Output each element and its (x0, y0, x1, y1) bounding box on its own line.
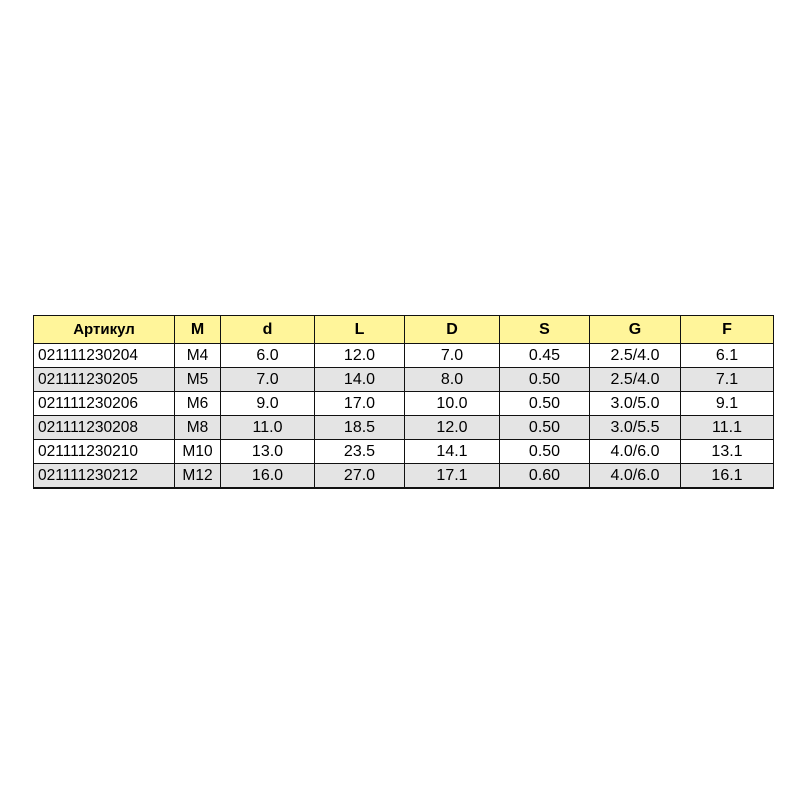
column-header-m: M (175, 316, 221, 344)
value-cell-d: 7.0 (221, 368, 315, 392)
article-cell: 021111230208 (34, 416, 175, 440)
header-row (34, 316, 774, 344)
thread-size-cell: M8 (175, 416, 221, 440)
value-cell-f: 16.1 (681, 464, 774, 489)
value-cell-l: 14.0 (315, 368, 405, 392)
column-header-l: L (315, 316, 405, 344)
column-header-g: G (590, 316, 681, 344)
value-cell-f: 11.1 (681, 416, 774, 440)
value-cell-l: 12.0 (315, 344, 405, 368)
value-cell-s: 0.50 (500, 392, 590, 416)
column-header-d-small: d (221, 316, 315, 344)
article-cell: 021111230212 (34, 464, 175, 489)
value-cell-g: 2.5/4.0 (590, 368, 681, 392)
column-header-article: Артикул (34, 316, 175, 344)
value-cell-d: 16.0 (221, 464, 315, 489)
value-cell-s: 0.50 (500, 440, 590, 464)
table-row (34, 344, 774, 368)
value-cell-d: 13.0 (221, 440, 315, 464)
value-cell-g: 4.0/6.0 (590, 440, 681, 464)
value-cell-D: 10.0 (405, 392, 500, 416)
table-row (34, 440, 774, 464)
value-cell-l: 18.5 (315, 416, 405, 440)
value-cell-g: 3.0/5.5 (590, 416, 681, 440)
value-cell-f: 9.1 (681, 392, 774, 416)
column-header-f: F (681, 316, 774, 344)
value-cell-l: 27.0 (315, 464, 405, 489)
value-cell-d: 9.0 (221, 392, 315, 416)
thread-size-cell: M10 (175, 440, 221, 464)
value-cell-f: 13.1 (681, 440, 774, 464)
spec-table (33, 315, 774, 489)
table-row (34, 368, 774, 392)
value-cell-s: 0.50 (500, 416, 590, 440)
value-cell-d: 11.0 (221, 416, 315, 440)
value-cell-s: 0.50 (500, 368, 590, 392)
value-cell-D: 12.0 (405, 416, 500, 440)
value-cell-l: 17.0 (315, 392, 405, 416)
article-cell: 021111230210 (34, 440, 175, 464)
value-cell-l: 23.5 (315, 440, 405, 464)
value-cell-s: 0.45 (500, 344, 590, 368)
table-row (34, 392, 774, 416)
thread-size-cell: M5 (175, 368, 221, 392)
thread-size-cell: M12 (175, 464, 221, 489)
thread-size-cell: M4 (175, 344, 221, 368)
value-cell-d: 6.0 (221, 344, 315, 368)
value-cell-g: 2.5/4.0 (590, 344, 681, 368)
value-cell-s: 0.60 (500, 464, 590, 489)
value-cell-g: 4.0/6.0 (590, 464, 681, 489)
value-cell-D: 8.0 (405, 368, 500, 392)
table-row (34, 416, 774, 440)
column-header-s: S (500, 316, 590, 344)
article-cell: 021111230204 (34, 344, 175, 368)
table-row (34, 464, 774, 489)
thread-size-cell: M6 (175, 392, 221, 416)
value-cell-g: 3.0/5.0 (590, 392, 681, 416)
article-cell: 021111230206 (34, 392, 175, 416)
column-header-d-large: D (405, 316, 500, 344)
value-cell-f: 7.1 (681, 368, 774, 392)
value-cell-D: 14.1 (405, 440, 500, 464)
value-cell-D: 17.1 (405, 464, 500, 489)
article-cell: 021111230205 (34, 368, 175, 392)
value-cell-D: 7.0 (405, 344, 500, 368)
value-cell-f: 6.1 (681, 344, 774, 368)
